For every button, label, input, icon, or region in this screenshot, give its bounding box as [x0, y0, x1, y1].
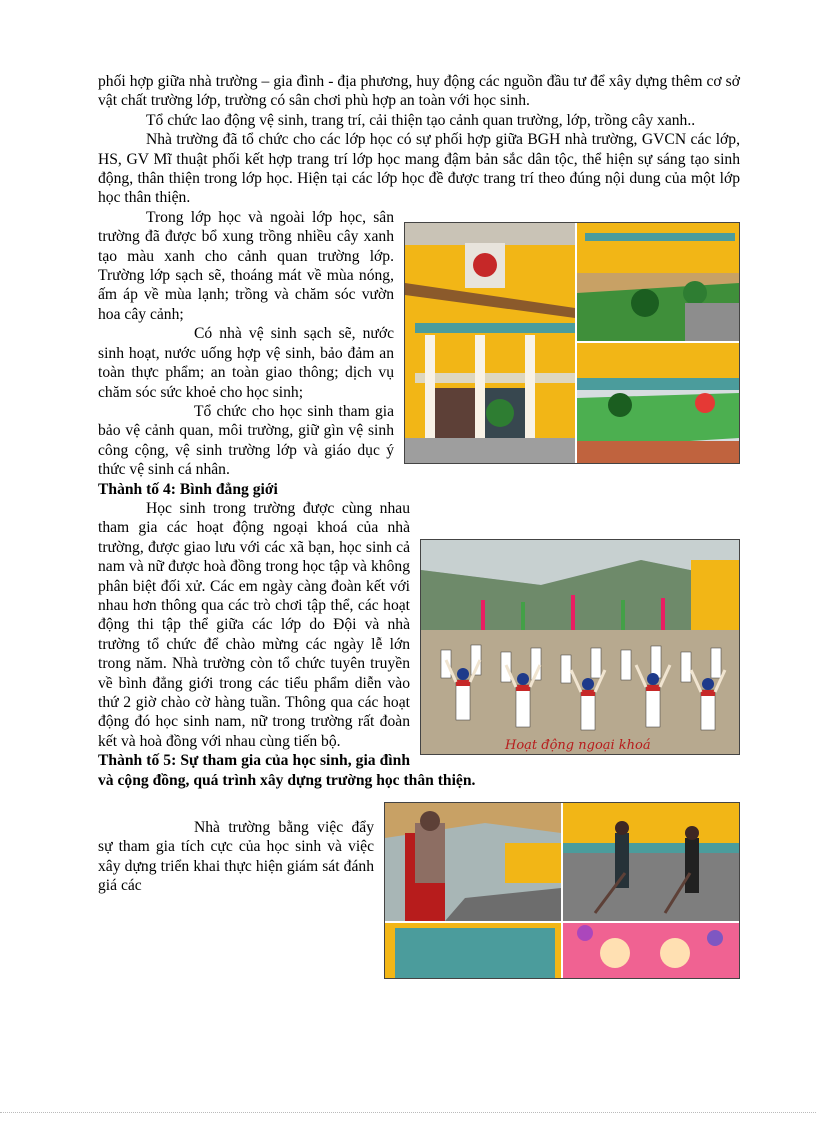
- paragraph-1: phối hợp giữa nhà trường – gia đình - địa phương, huy động các nguồn đầu tư để xây dựng thêm cơ sở vật chất trường lớp, trường có sân chơi phù hợp an toàn với học sinh.: [98, 73, 740, 110]
- heading-thanh-to-5: Thành tố 5: Sự tham gia của học sinh, gia đình và cộng đồng, quá trình xây dựng trường học thân thiện.: [98, 752, 476, 789]
- document-page: [98, 72, 740, 983]
- paragraph-6: Tổ chức cho học sinh tham gia bảo vệ cảnh quan, môi trường, giữ gìn vệ sinh công cộng, vệ sinh trường lớp và giáo dục ý thức vệ sinh cá nhân.: [98, 402, 394, 479]
- paragraph-4: Trong lớp học và ngoài lớp học, sân trường đã được bổ xung trồng nhiều cây xanh tạo màu xanh cho cảnh quan trường lớp. Trường lớp sạch sẽ, thoáng mát về mùa nóng, ấm áp về mùa lạnh; trồng và chăm sóc vườn hoa cây cảnh;: [98, 208, 394, 323]
- school-building-photo: [404, 222, 740, 464]
- paragraph-3: Nhà trường đã tổ chức cho các lớp học có sự phối hợp giữa BGH nhà trường, GVCN các lớp, HS, GV Mĩ thuật phối kết hợp trang trí lớp học mang đậm bản sắc dân tộc, thể hiện sự sáng tạo sinh động, thân thiện trong lớp học. Hiện tại các lớp học đề được trang trí theo đúng nội dung của một lớp học thân thiện.: [98, 131, 740, 207]
- heading-thanh-to-4: Thành tố 4: Bình đẳng giới: [98, 480, 278, 498]
- paragraph-7: Học sinh trong trường được cùng nhau tham gia các hoạt động ngoại khoá của nhà trường, được giao lưu với các xã bạn, học sinh cả nam và nữ được hoà đồng trong học tập và không phân biệt đối xử. Các em ngày càng đoàn kết với nhau hơn thông qua các trò chơi tập thể, các hoạt động thi tập thể giữa các lớp do Đội và nhà trường tổ chức để chào mừng các ngày lễ lớn trong năm. Nhà trường còn tổ chức tuyên truyền về bình đẳng giới trong các tiểu phẩm diễn vào thứ 2 giờ chào cờ hàng tuần. Thông qua các hoạt động đó học sinh nam, nữ trong trường rất đoàn kết và hoà đồng với nhau cùng tiến bộ.: [98, 499, 410, 750]
- community-work-photo: [384, 802, 740, 979]
- students-exercise-photo: [420, 539, 740, 755]
- paragraph-5: Có nhà vệ sinh sạch sẽ, nước sinh hoạt, nước uống hợp vệ sinh, bảo đảm an toàn thực phẩm; an toàn giao thông; dịch vụ chăm sóc sức khoẻ cho học sinh;: [98, 325, 394, 401]
- page-bottom-rule: [0, 1112, 816, 1113]
- paragraph-8: Nhà trường bằng việc đẩy sự tham gia tích cực của học sinh và việc xây dựng triển khai thực hiện giám sát đánh giá các: [98, 819, 374, 895]
- photo-caption: Hoạt động ngoại khoá: [505, 737, 651, 753]
- paragraph-2: Tổ chức lao động vệ sinh, trang trí, cải thiện tạo cảnh quan trường, lớp, trồng cây xanh..: [146, 111, 696, 129]
